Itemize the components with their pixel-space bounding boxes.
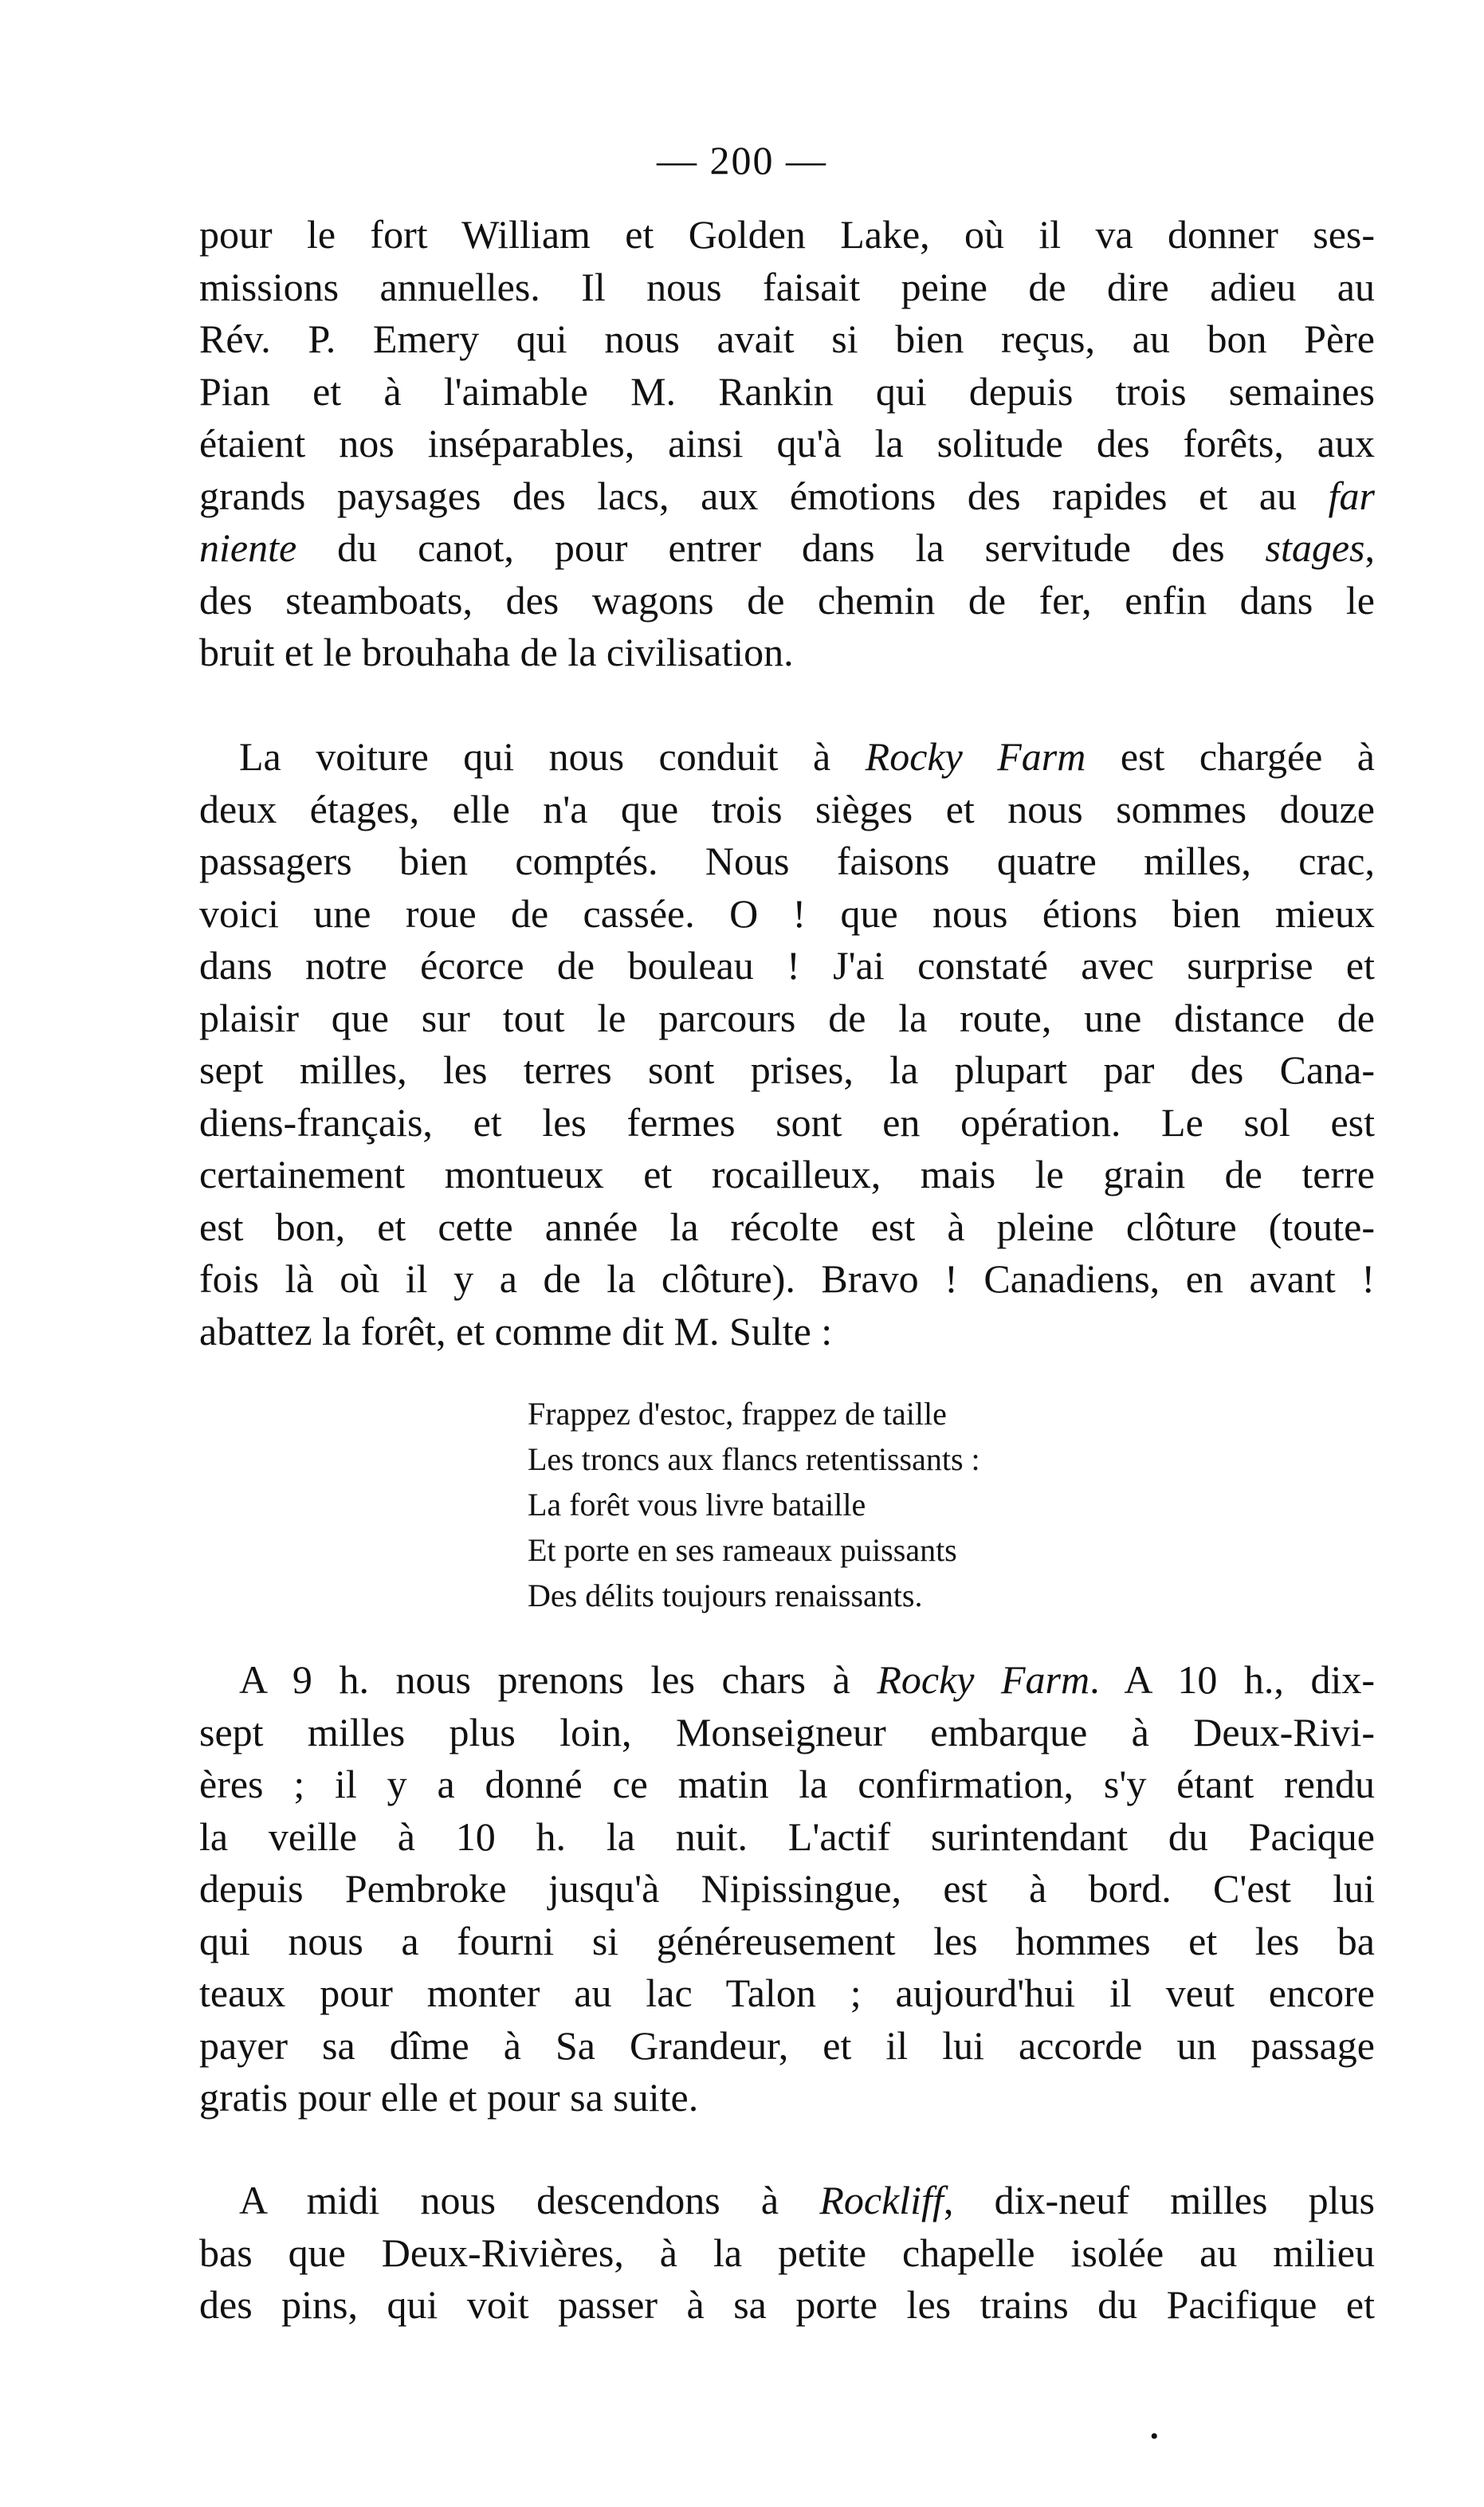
verse-line: Les troncs aux flancs retentissants :	[528, 1441, 980, 1477]
text-line: qui nous a fourni si généreusement les hommes et les ba	[199, 1918, 1375, 1963]
text-line: est bon, et cette année la récolte est à pleine clôture (toute-	[199, 1204, 1375, 1249]
text-line: niente du canot, pour entrer dans la servitude des stages,	[199, 525, 1375, 570]
text-line: certainement montueux et rocailleux, mais le grain de terre	[199, 1152, 1375, 1197]
text-line: fois là où il y a de la clôture). Bravo ! Canadiens, en avant !	[199, 1256, 1375, 1301]
paragraph-3	[199, 1654, 1375, 2124]
verse-line: Des délits toujours renaissants.	[528, 1578, 923, 1613]
text-line: A midi nous descendons à Rockliff, dix-neuf milles plus	[239, 2178, 1375, 2222]
paragraph-2	[199, 731, 1375, 1358]
text-line: des pins, qui voit passer à sa porte les trains du Pacifique et	[199, 2282, 1375, 2327]
text-line: dans notre écorce de bouleau ! J'ai constaté avec surprise et	[199, 943, 1375, 988]
text-line: A 9 h. nous prenons les chars à Rocky Farm. A 10 h., dix-	[239, 1657, 1375, 1702]
page-number: — 200 —	[657, 138, 827, 183]
text-line: diens-français, et les fermes sont en opération. Le sol est	[199, 1099, 1375, 1145]
text-line: pour le fort William et Golden Lake, où il va donner ses-	[199, 212, 1375, 257]
verse-line: La forêt vous livre bataille	[528, 1487, 866, 1523]
text-line: grands paysages des lacs, aux émotions des rapides et au far	[199, 473, 1375, 518]
text-line: bruit et le brouhaha de la civilisation.	[199, 630, 794, 674]
text-line: bas que Deux-Rivières, à la petite chapelle isolée au milieu	[199, 2230, 1375, 2275]
text-line: sept milles, les terres sont prises, la plupart par des Cana-	[199, 1047, 1375, 1092]
text-line: sept milles plus loin, Monseigneur embarque à Deux-Rivi-	[199, 1709, 1375, 1755]
text-line: étaient nos inséparables, ainsi qu'à la solitude des forêts, aux	[199, 421, 1375, 466]
verse-line: Et porte en ses rameaux puissants	[528, 1532, 957, 1568]
text-line: des steamboats, des wagons de chemin de fer, enfin dans le	[199, 577, 1375, 623]
text-line: missions annuelles. Il nous faisait peine de dire adieu au	[199, 264, 1375, 309]
verse-line: Frappez d'estoc, frappez de taille	[528, 1396, 947, 1432]
text-line: deux étages, elle n'a que trois sièges et nous sommes douze	[199, 786, 1375, 831]
paragraph-1	[199, 209, 1375, 679]
text-line: abattez la forêt, et comme dit M. Sulte :	[199, 1308, 833, 1354]
text-line: la veille à 10 h. la nuit. L'actif surintendant du Pacique	[199, 1813, 1375, 1859]
text-line: voici une roue de cassée. O ! que nous étions bien mieux	[199, 890, 1375, 936]
text-line: teaux pour monter au lac Talon ; aujourd'hui il veut encore	[199, 1971, 1375, 2015]
text-line: ères ; il y a donné ce matin la confirmation, s'y étant rendu	[199, 1762, 1375, 1806]
paragraph-4	[199, 2175, 1375, 2332]
text-line: La voiture qui nous conduit à Rocky Farm est chargée à	[239, 734, 1375, 779]
text-line: plaisir que sur tout le parcours de la route, une distance de	[199, 995, 1375, 1040]
text-line: gratis pour elle et pour sa suite.	[199, 2075, 699, 2120]
text-line: depuis Pembroke jusqu'à Nipissingue, est à bord. C'est lui	[199, 1866, 1375, 1911]
text-line: Rév. P. Emery qui nous avait si bien reçus, au bon Père	[199, 316, 1375, 361]
footer-mark: •	[1150, 2423, 1159, 2450]
text-line: passagers bien comptés. Nous faisons quatre milles, crac,	[199, 839, 1375, 883]
text-line: payer sa dîme à Sa Grandeur, et il lui accorde un passage	[199, 2022, 1375, 2068]
verse-quotation	[528, 1391, 1133, 1618]
text-line: Pian et à l'aimable M. Rankin qui depuis trois semaines	[199, 368, 1375, 414]
